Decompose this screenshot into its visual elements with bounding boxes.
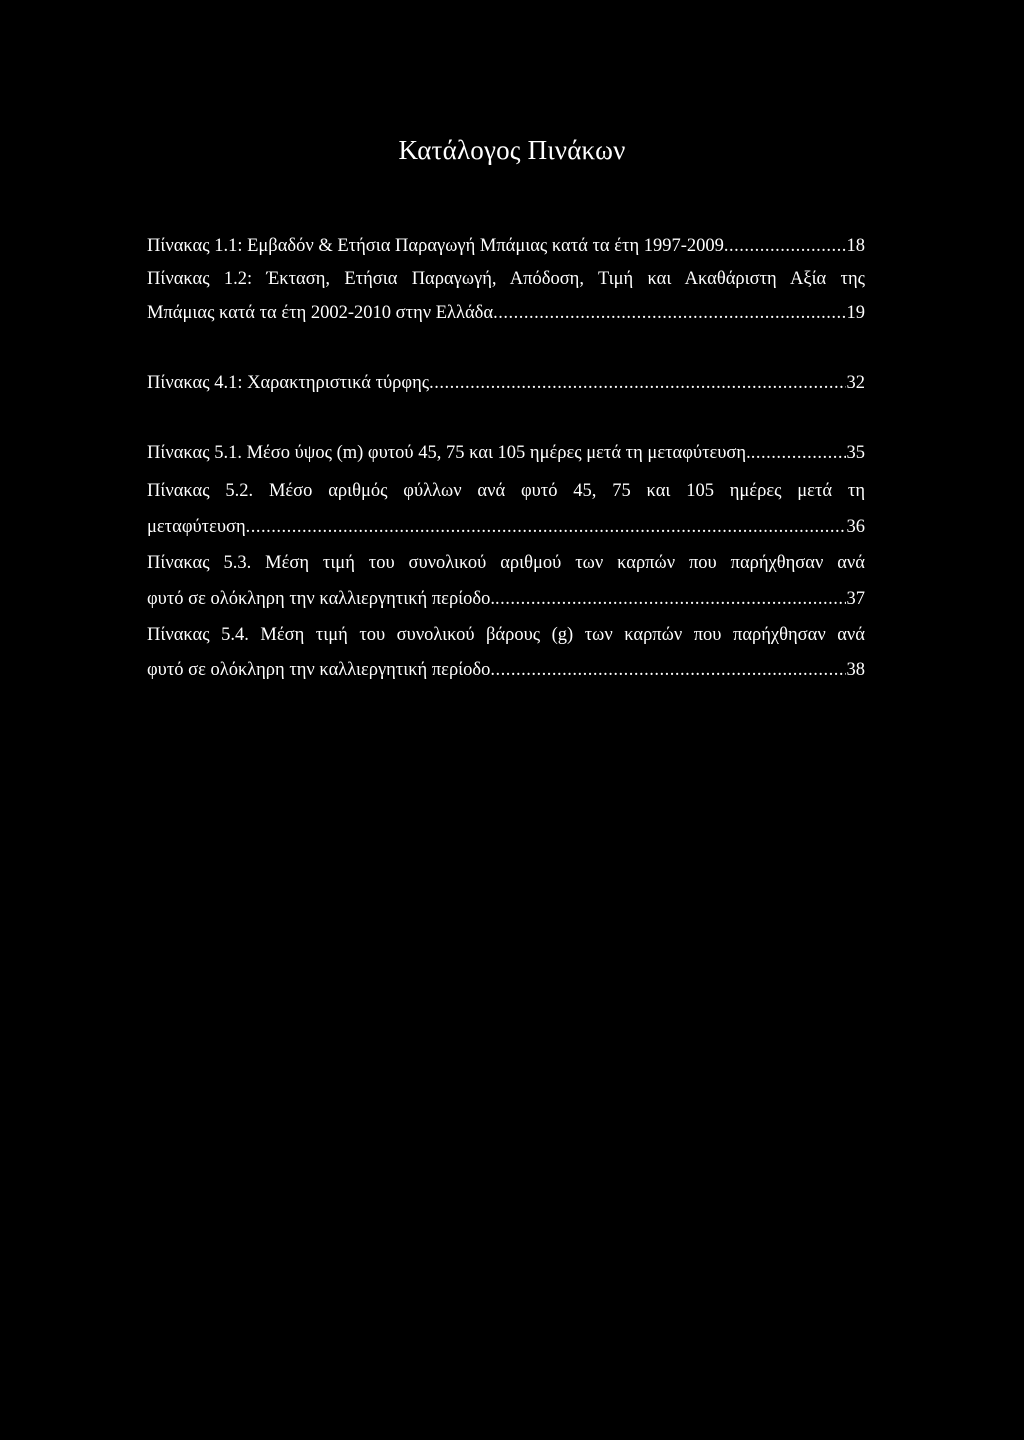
dot-leader — [495, 586, 845, 612]
toc-entry-5-3-line-1[interactable] — [147, 550, 865, 576]
dot-leader — [246, 514, 846, 540]
toc-entry-5-1[interactable] — [147, 440, 865, 466]
toc-page-number: 32 — [846, 373, 865, 393]
toc-entry-1-2-line-2[interactable] — [147, 300, 865, 326]
toc-entry-text: φυτό σε ολόκληρη την καλλιεργητική περίοδο. — [147, 589, 496, 609]
toc-entry-5-4-line-1[interactable] — [147, 622, 865, 648]
toc-entry-text: Πίνακας 1.1: Εμβαδόν & Ετήσια Παραγωγή Μπάμιας κατά τα έτη 1997-2009 — [147, 236, 724, 256]
toc-page-number: 37 — [846, 589, 865, 609]
toc-entry-5-4-line-2[interactable] — [147, 657, 865, 683]
dot-leader — [490, 657, 845, 683]
page-title: Κατάλογος Πινάκων — [398, 135, 626, 165]
toc-entry-text: Πίνακας 5.2. Μέσο αριθμός φύλλων ανά φυτό 45, 75 και 105 ημέρες μετά τη — [147, 481, 865, 501]
dot-leader — [493, 300, 845, 326]
toc-page-number: 36 — [846, 517, 865, 537]
toc-entry-text: μεταφύτευση — [147, 517, 246, 537]
dot-leader — [429, 370, 845, 396]
toc-entry-5-3-line-2[interactable] — [147, 586, 865, 612]
toc-entry-4-1[interactable] — [147, 370, 865, 396]
toc-entry-5-2-line-2[interactable] — [147, 514, 865, 540]
toc-page-number: 18 — [846, 236, 865, 256]
toc-entry-text: Πίνακας 4.1: Χαρακτηριστικά τύρφης — [147, 373, 430, 393]
toc-entry-1-1[interactable] — [147, 233, 865, 259]
toc-entry-text: φυτό σε ολόκληρη την καλλιεργητική περίοδο — [147, 660, 491, 680]
toc-entry-5-2-line-1[interactable] — [147, 478, 865, 504]
dot-leader — [724, 233, 846, 259]
toc-entry-text: Μπάμιας κατά τα έτη 2002-2010 στην Ελλάδα — [147, 303, 494, 323]
toc-page-number: 38 — [846, 660, 865, 680]
toc-entry-text: Πίνακας 5.1. Μέσο ύψος (m) φυτού 45, 75 και 105 ημέρες μετά τη μεταφύτευση. — [147, 443, 751, 463]
toc-entry-text: Πίνακας 5.4. Μέση τιμή του συνολικού βάρους (g) των καρπών που παρήχθησαν ανά — [147, 625, 865, 645]
toc-entry-text: Πίνακας 1.2: Έκταση, Ετήσια Παραγωγή, Απόδοση, Τιμή και Ακαθάριστη Αξία της — [147, 269, 865, 289]
toc-page-number: 35 — [846, 443, 865, 463]
toc-entry-1-2-line-1[interactable] — [147, 266, 865, 292]
toc-entry-text: Πίνακας 5.3. Μέση τιμή του συνολικού αριθμού των καρπών που παρήχθησαν ανά — [147, 553, 865, 573]
toc-page-number: 19 — [846, 303, 865, 323]
dot-leader — [751, 440, 846, 466]
